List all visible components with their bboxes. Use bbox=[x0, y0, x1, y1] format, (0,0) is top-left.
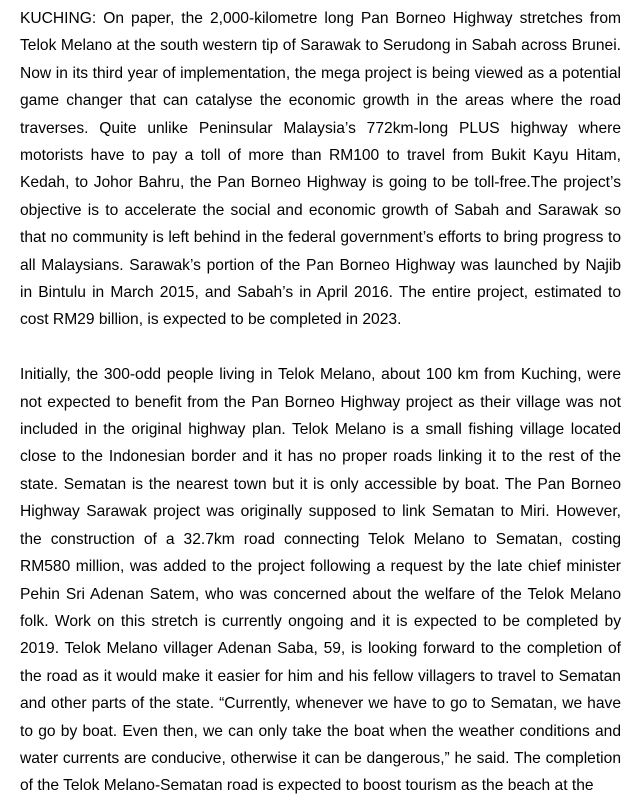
article-body bbox=[20, 5, 621, 800]
article-paragraph-2: Initially, the 300-odd people living in Telok Melano, about 100 km from Kuching, were not expected to benefit from the Pan Borneo Highway project as their village was not included in the original highway plan. Telok Melano is a small fishing village located close to the Indonesian border and it has no proper roads linking it to the rest of the state. Sematan is the nearest town but it is only accessible by boat. The Pan Borneo Highway Sarawak project was originally supposed to link Sematan to Miri. However, the construction of a 32.7km road connecting Telok Melano to Sematan, costing RM580 million, was added to the project following a request by the late chief minister Pehin Sri Adenan Satem, who was concerned about the welfare of the Telok Melano folk. Work on this stretch is currently ongoing and it is expected to be completed by 2019. Telok Melano villager Adenan Saba, 59, is looking forward to the completion of the road as it would make it easier for him and his fellow villagers to travel to Sematan and other parts of the state. “Currently, whenever we have to go to Sematan, we have to go by boat. Even then, we can only take the boat when the weather conditions and water currents are conducive, otherwise it can be dangerous,” he said. The completion of the Telok Melano-Sematan road is expected to boost tourism as the beach at the bbox=[20, 366, 621, 795]
article-paragraph-1: KUCHING: On paper, the 2,000-kilometre long Pan Borneo Highway stretches from Telok Melano at the south western tip of Sarawak to Serudong in Sabah across Brunei. Now in its third year of implementation, the mega project is being viewed as a potential game changer that can catalyse the economic growth in the areas where the road traverses. Quite unlike Peninsular Malaysia’s 772km-long PLUS highway where motorists have to pay a toll of more than RM100 to travel from Bukit Kayu Hitam, Kedah, to Johor Bahru, the Pan Borneo Highway is going to be toll-free.The project’s objective is to accelerate the social and economic growth of Sabah and Sarawak so that no community is left behind in the federal government’s efforts to bring progress to all Malaysians. Sarawak’s portion of the Pan Borneo Highway was launched by Najib in Bintulu in March 2015, and Sabah’s in April 2016. The entire project, estimated to cost RM29 billion, is expected to be completed in 2023. bbox=[20, 10, 621, 329]
